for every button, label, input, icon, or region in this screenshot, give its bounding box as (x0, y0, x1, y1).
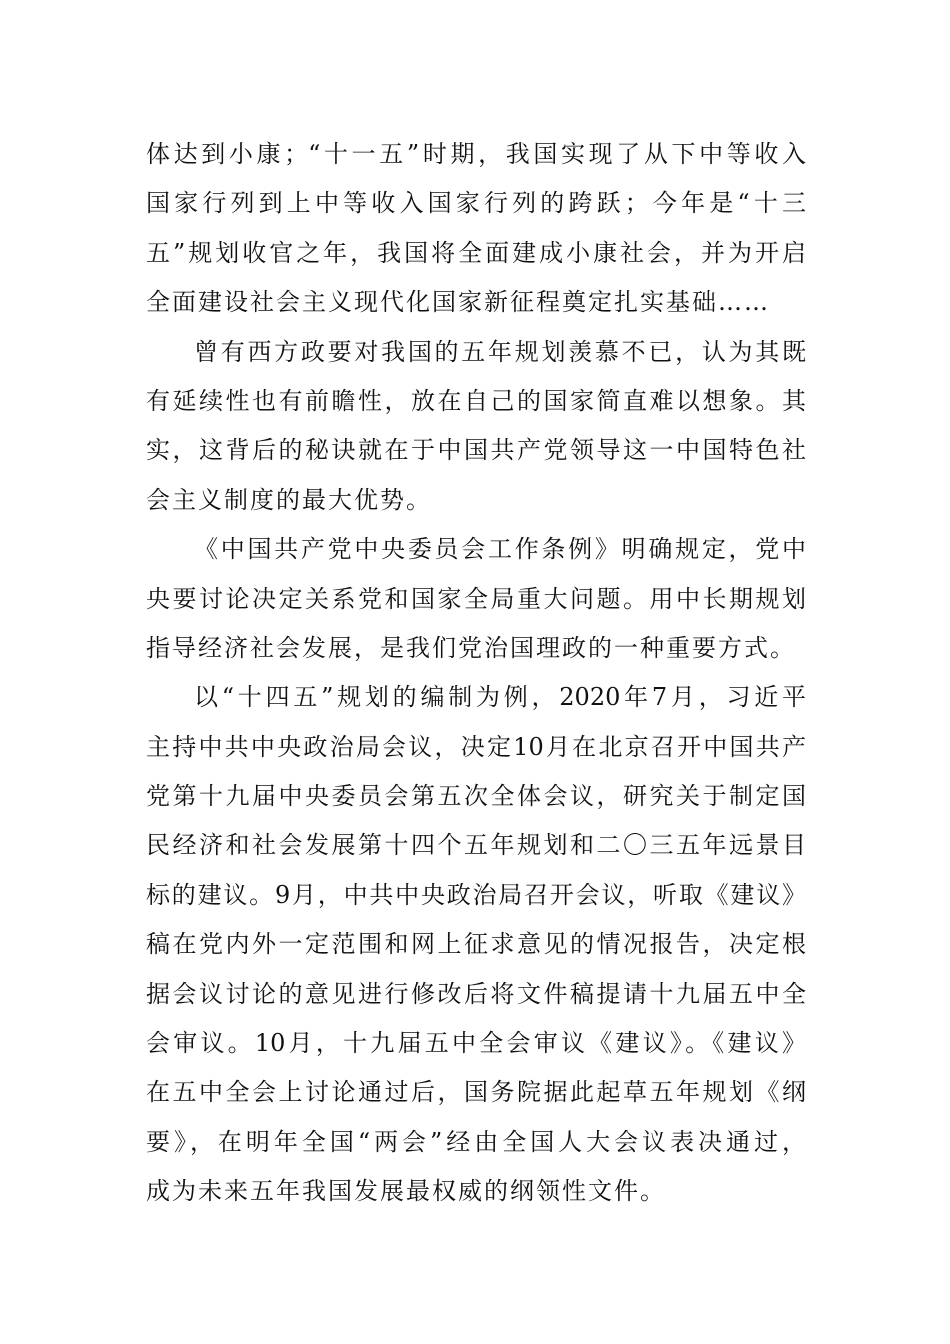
text-line: 标的建议。9月，中共中央政治局召开会议，听取《建议》 (146, 880, 806, 909)
text-line: 有延续性也有前瞻性，放在自己的国家简直难以想象。其 (146, 386, 806, 415)
text-line: 主持中共中央政治局会议，决定10月在北京召开中国共产 (146, 732, 806, 761)
paragraph-4 (146, 673, 806, 1216)
text-line: 会主义制度的最大优势。 (146, 485, 432, 514)
paragraph-1 (146, 130, 806, 328)
text-line: 指导经济社会发展，是我们党治国理政的一种重要方式。 (146, 633, 796, 662)
text-line: 央要讨论决定关系党和国家全局重大问题。用中长期规划 (146, 584, 806, 613)
text-line: 曾有西方政要对我国的五年规划羡慕不已，认为其既 (194, 337, 806, 366)
paragraph-2 (146, 328, 806, 526)
text-line: 要》，在明年全国“两会”经由全国人大会议表决通过， (146, 1127, 806, 1156)
text-line: 民经济和社会发展第十四个五年规划和二〇三五年远景目 (146, 831, 806, 860)
document-body (146, 130, 806, 1217)
paragraph-3 (146, 525, 806, 673)
text-line: 党第十九届中央委员会第五次全体会议，研究关于制定国 (146, 782, 806, 811)
text-line: 据会议讨论的意见进行修改后将文件稿提请十九届五中全 (146, 979, 806, 1008)
text-line: 实，这背后的秘诀就在于中国共产党领导这一中国特色社 (146, 436, 806, 465)
text-line: 《中国共产党中央委员会工作条例》明确规定，党中 (194, 535, 806, 564)
text-line: 国家行列到上中等收入国家行列的跨跃；今年是“十三 (146, 189, 806, 218)
text-line: 五”规划收官之年，我国将全面建成小康社会，并为开启 (146, 238, 806, 267)
text-line: 在五中全会上讨论通过后，国务院据此起草五年规划《纲 (146, 1078, 806, 1107)
text-line: 以“十四五”规划的编制为例，2020年7月，习近平 (194, 683, 806, 712)
text-line: 稿在党内外一定范围和网上征求意见的情况报告，决定根 (146, 930, 806, 959)
text-line: 成为未来五年我国发展最权威的纲领性文件。 (146, 1177, 666, 1206)
text-line: 会审议。10月，十九届五中全会审议《建议》。《建议》 (146, 1029, 806, 1058)
text-line: 体达到小康；“十一五”时期，我国实现了从下中等收入 (146, 140, 806, 168)
text-line: 全面建设社会主义现代化国家新征程奠定扎实基础…… (146, 288, 770, 317)
